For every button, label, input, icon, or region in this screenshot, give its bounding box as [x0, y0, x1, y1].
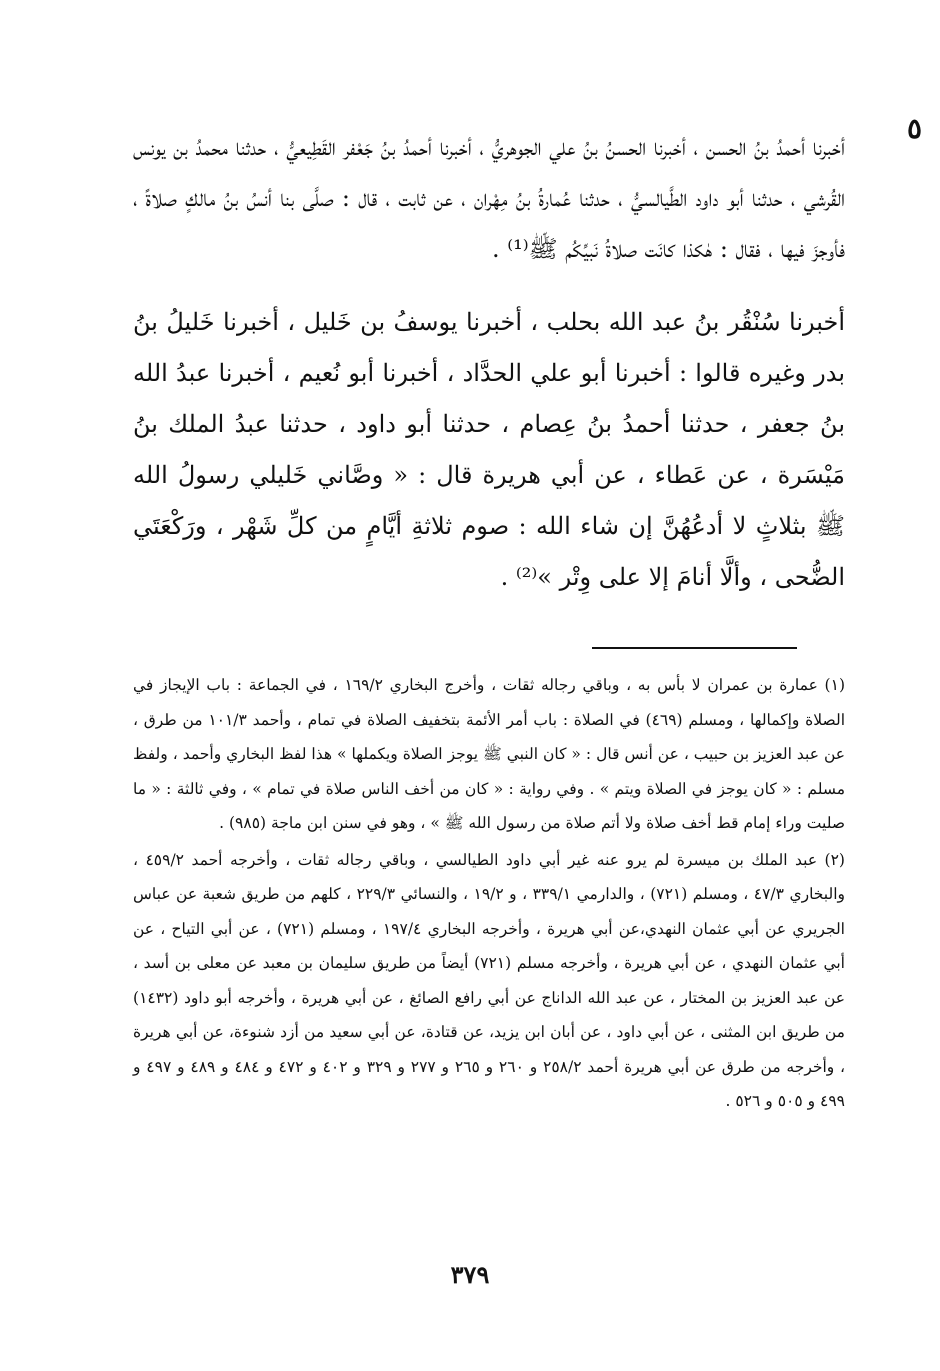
footnote-divider: [592, 647, 797, 649]
main-text: [133, 122, 845, 625]
main-paragraph: أخبرنا سُنْقُر بنُ عبد الله بحلب ، أخبرنا يوسفُ بن خَليل ، أخبرنا خَليلُ بنُ بدر وغيره قالوا : أخبرنا أبو علي الحدَّاد ، أخبرنا أبو نُعيم ، أخبرنا عبدُ الله بنُ جعفر ، حدثنا أحمدُ بنُ عِصام ، حدثنا أبو داود ، حدثنا عبدُ الملك بنُ مَيْسَرة ، عن عَطاء ، عن أبي هريرة قال : « وصَّاني خَليلي رسولُ الله ﷺ بثلاثٍ لا أدعُهُنَّ إن شاء الله : صوم ثلاثةِ أيَّامٍ من كلِّ شَهْر ، ورَكْعَتَي الضُّحى ، وألَّا أنامَ إلا على وِتْر »⁽²⁾ .: [133, 308, 845, 591]
main-paragraph: أخبرنا أحمدُ بنُ الحسن ، أخبرنا الحسنُ بنُ علي الجوهريُّ ، أخبرنا أحمدُ بنُ جَعْفر القَطِيعيُّ ، حدثنا محمدُ بن يونس القُرشي ، حدثنا أبو داود الطَّيالسيُّ ، حدثنا عُمارةُ بنُ مِهْران ، عن ثابت ، قال : صلَّى بنا أنسُ بنُ مالكٍ صلاةً ، فأوجزَ فيها ، فقال : هٰكذا كانَت صلاةُ نَبيِّكُم ﷺ⁽¹⁾ .: [133, 133, 845, 263]
hadith-number: ٥: [906, 112, 922, 145]
footnotes: [133, 668, 845, 1121]
footnote: (٢) عبد الملك بن ميسرة لم يرو عنه غير أبي داود الطيالسي ، وباقي رجاله ثقات ، وأخرجه أحمد ٤٥٩/٢ ، والبخاري ٤٧/٣ ، ومسلم (٧٢١) ، والدارمي ٣٣٩/١ ، و ١٩/٢ ، والنسائي ٢٢٩/٣ ، كلهم من طريق شعبة عن عباس الجريري عن أبي عثمان النهدي،عن أبي هريرة ، وأخرجه البخاري ١٩٧/٤ ، ومسلم (٧٢١) ، عن أبي التياح ، عن أبي عثمان النهدي ، عن أبي هريرة ، وأخرجه مسلم (٧٢١) أيضاً من طريق سليمان بن معبد عن معلى بن أسد ، عن عبد العزيز بن المختار ، عن عبد الله الداناج عن أبي رافع الصائغ ، عن أبي هريرة ، وأخرجه أبو داود (١٤٣٢) من طريق ابن المثنى ، عن أبي داود ، عن أبان ابن يزيد، عن قتادة، عن أبي سعيد من أزد شنوءة، عن أبي هريرة ، وأخرجه من طرق عن أبي هريرة أحمد ٢٥٨/٢ و ٢٦٠ و ٢٦٥ و ٢٧٧ و ٣٢٩ و ٤٠٢ و ٤٧٢ و ٤٨٤ و ٤٨٩ و ٤٩٧ و ٤٩٩ و ٥٠٥ و ٥٢٦ .: [133, 850, 846, 1110]
footnote: (١) عمارة بن عمران لا بأس به ، وباقي رجاله ثقات ، وأخرج البخاري ١٦٩/٢ ، في الجماعة : باب الإيجاز في الصلاة وإكمالها ، ومسلم (٤٦٩) في الصلاة : باب أمر الأئمة بتخفيف الصلاة في تمام ، وأحمد ١٠١/٣ من طرق ، عن عبد العزيز بن حبيب ، عن أنس قال : « كان النبي ﷺ يوجز الصلاة ويكملها » هذا لفظ البخاري وأحمد ، ولفظ مسلم : « كان يوجز في الصلاة ويتم » . وفي رواية : « كان من أخف الناس صلاة في تمام » ، وفي ثالثة : « ما صليت وراء إمام قط أخف صلاة ولا أتم صلاة من رسول الله ﷺ » ، وهو في سنن ابن ماجة (٩٨٥) .: [133, 676, 846, 832]
page-number: ٣٧٩: [450, 1260, 490, 1289]
